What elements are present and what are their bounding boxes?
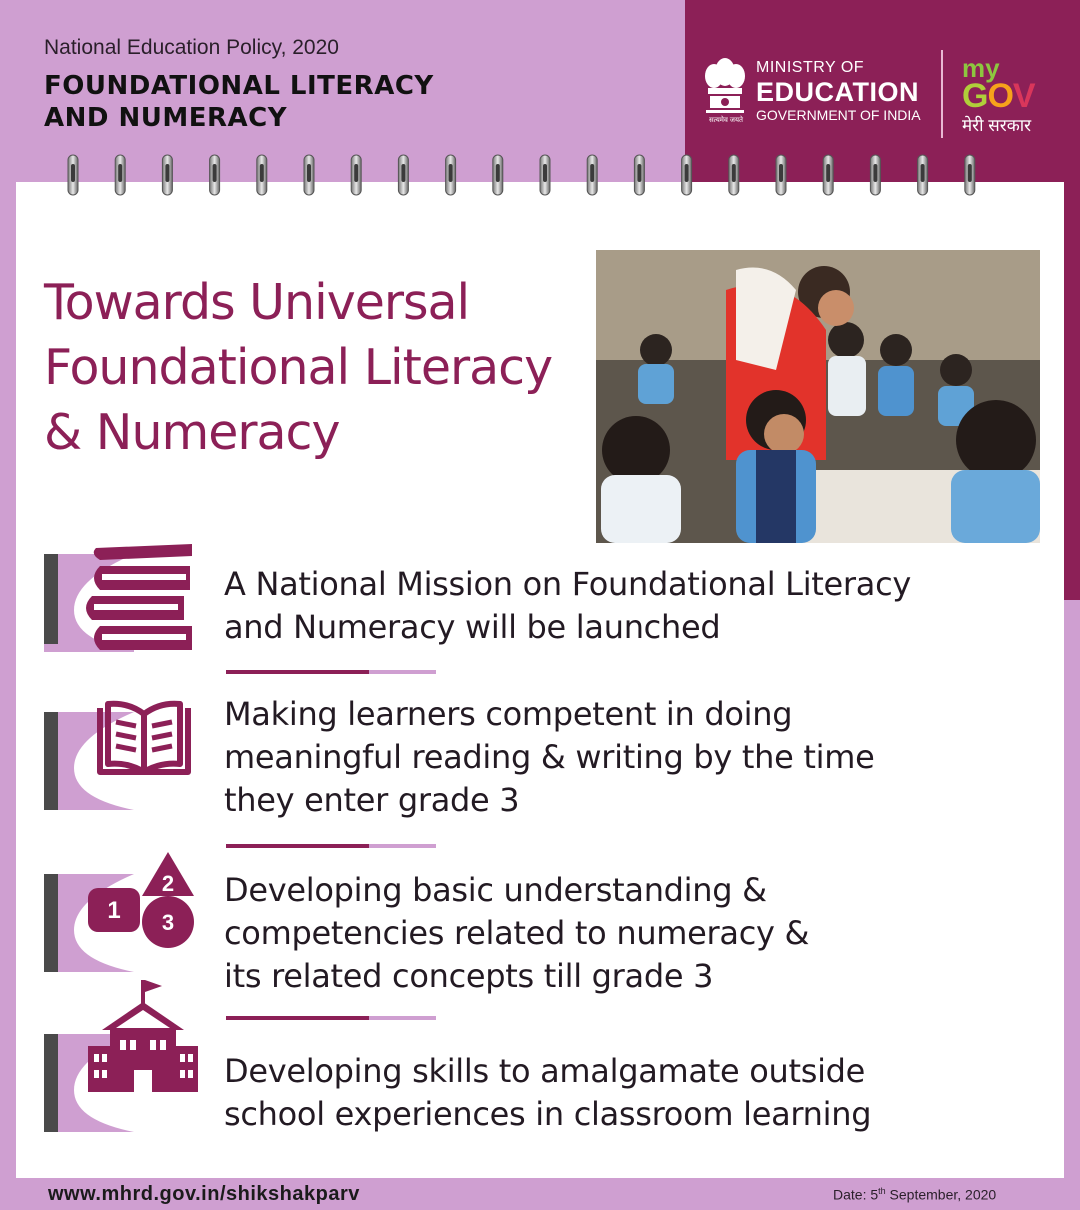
spiral-ring-hole: [449, 164, 453, 182]
classroom-photo: [596, 250, 1040, 543]
item-3-text: Developing basic understanding & competencies related to numeracy & its related concepts till grade 3: [224, 871, 810, 995]
spiral-ring-hole: [779, 164, 783, 182]
spiral-ring-hole: [590, 164, 594, 182]
main-title: Towards Universal Foundational Literacy & Numeracy: [44, 274, 553, 461]
footer-url[interactable]: www.mhrd.gov.in/shikshakparv: [48, 1183, 360, 1205]
footer-date: Date: 5th September, 2020: [833, 1186, 997, 1203]
item-separator: [226, 844, 436, 848]
item-separator: [226, 670, 436, 674]
spiral-ring-hole: [826, 164, 830, 182]
mygov-my: my: [962, 53, 1000, 83]
numbers-icon: [44, 850, 204, 975]
number-one: 1: [107, 897, 121, 924]
open-book-icon: [44, 698, 204, 814]
logo-divider: [941, 50, 943, 138]
ministry-line3: GOVERNMENT OF INDIA: [756, 107, 921, 123]
mygov-gov: GOV: [962, 77, 1035, 115]
spiral-ring-hole: [401, 164, 405, 182]
item-1-text: A National Mission on Foundational Literacy and Numeracy will be launched: [224, 565, 912, 646]
spiral-ring-hole: [873, 164, 877, 182]
school-building-icon: [44, 978, 204, 1136]
spiral-ring-hole: [921, 164, 925, 182]
number-three: 3: [161, 910, 175, 935]
spiral-ring-hole: [71, 164, 75, 182]
spiral-ring-hole: [968, 164, 972, 182]
policy-label: National Education Policy, 2020: [44, 36, 339, 59]
spiral-ring-hole: [496, 164, 500, 182]
item-4-text: Developing skills to amalgamate outside school experiences in classroom learning: [224, 1052, 872, 1133]
item-separator: [226, 1016, 436, 1020]
spiral-ring-hole: [213, 164, 217, 182]
spiral-ring-hole: [354, 164, 358, 182]
spiral-ring-hole: [543, 164, 547, 182]
books-stack-icon: [44, 540, 204, 656]
spiral-ring-hole: [260, 164, 264, 182]
item-2-text: Making learners competent in doing meaningful reading & writing by the time they enter grade 3: [224, 695, 875, 819]
spiral-ring-hole: [637, 164, 641, 182]
ministry-line1: MINISTRY OF: [756, 59, 865, 76]
number-two: 2: [161, 871, 175, 896]
topic-heading: FOUNDATIONAL LITERACY AND NUMERACY: [44, 71, 434, 133]
spiral-ring-hole: [732, 164, 736, 182]
emblem-motto: सत्यमेव जयते: [708, 117, 744, 124]
spiral-ring-hole: [118, 164, 122, 182]
spiral-ring-hole: [685, 164, 689, 182]
mygov-logo: [962, 55, 1062, 136]
ministry-logo: [756, 60, 921, 122]
mygov-hindi: मेरी सरकार: [962, 116, 1032, 135]
spiral-ring-hole: [165, 164, 169, 182]
ministry-line2: EDUCATION: [756, 77, 919, 107]
spiral-ring-hole: [307, 164, 311, 182]
